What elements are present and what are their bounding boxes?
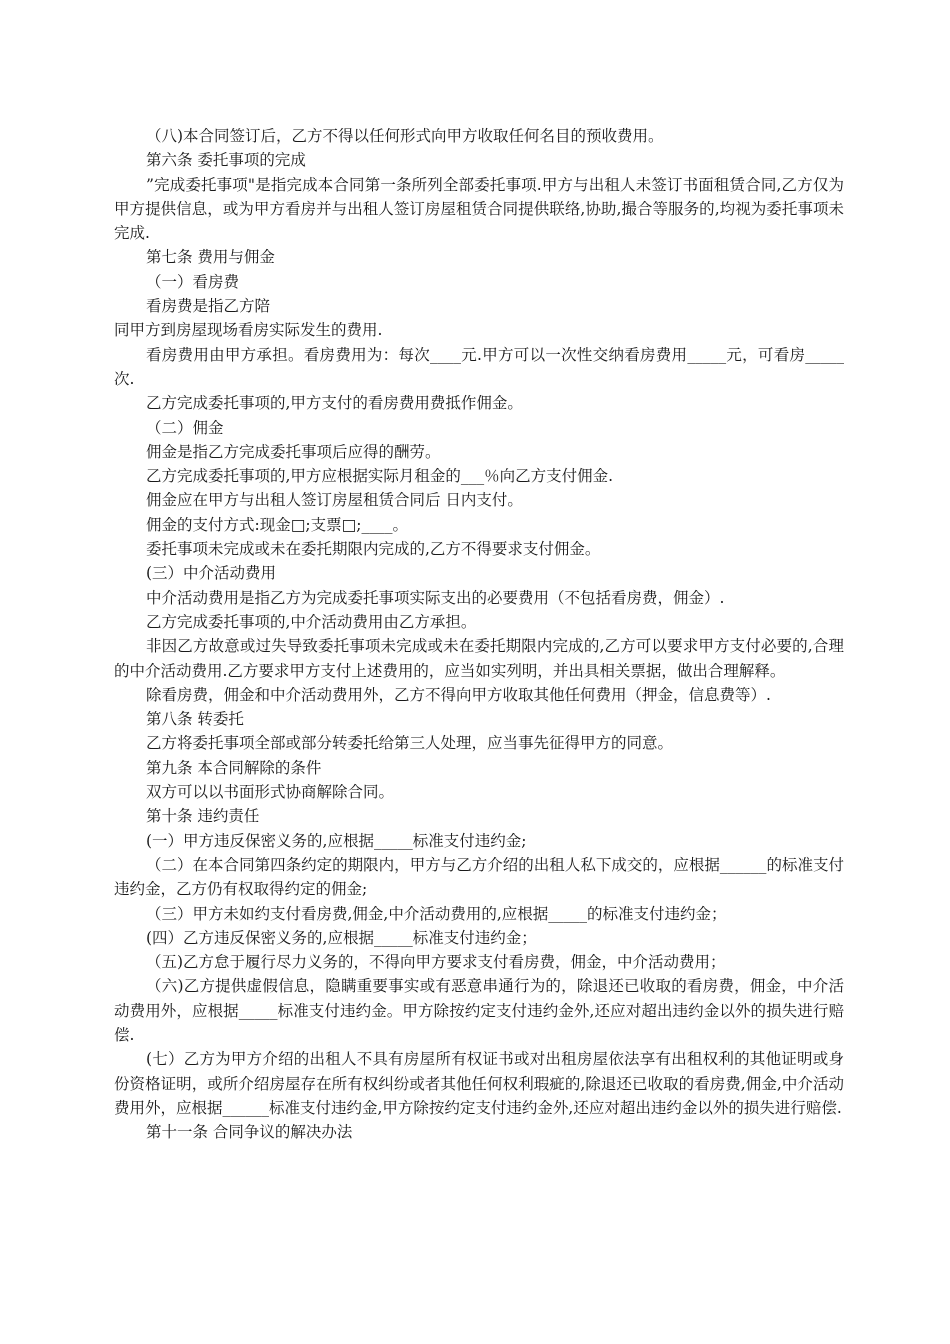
article-10-heading: 第十条 违约责任 [146,807,260,826]
viewing-fee-offset: 乙方完成委托事项的,甲方支付的看房费用费抵作佣金。 [146,394,523,413]
no-other-fees: 除看房费，佣金和中介活动费用外，乙方不得向甲方收取其他任何费用（押金，信息费等）. [146,685,771,704]
article-7-1-heading: （一）看房费 [146,272,240,291]
commission-payment-method: 佣金的支付方式:现金□;支票□;____。 [146,515,408,534]
article-6-text: ”完成委托事项"是指完成本合同第一条所列全部委托事项.甲方与出租人未签订书面租赁合同,乙方仅为甲方提供信息，或为甲方看房并与出租人签订房屋租赁合同提供联络,协助,撮合等服务的,均视为委托事项未完成. [114,175,844,243]
document-body [114,124,844,1144]
viewing-fee-amount: 看房费用由甲方承担。看房费用为：每次____元.甲方可以一次性交纳看房费用_____元，可看房_____次. [114,345,844,388]
article-9-text: 双方可以以书面形式协商解除合同。 [146,783,395,802]
agency-fee-reimbursement: 非因乙方故意或过失导致委托事项未完成或未在委托期限内完成的,乙方可以要求甲方支付必要的,合理的中介活动费用.乙方要求甲方支付上述费用的，应当如实列明，并出具相关票据，做出合理解释。 [114,637,844,680]
commission-definition: 佣金是指乙方完成委托事项后应得的酬劳。 [146,442,441,461]
commission-deadline: 佣金应在甲方与出租人签订房屋租赁合同后 日内支付。 [146,491,523,510]
commission-rate: 乙方完成委托事项的,甲方应根据实际月租金的___％向乙方支付佣金. [146,467,614,486]
agency-fee-borne: 乙方完成委托事项的,中介活动费用由乙方承担。 [146,612,477,631]
liability-1: (一）甲方违反保密义务的,应根据_____标准支付违约金; [146,831,527,850]
article-8-text: 乙方将委托事项全部或部分转委托给第三人处理，应当事先征得甲方的同意。 [146,734,674,753]
liability-2: （二）在本合同第四条约定的期限内，甲方与乙方介绍的出租人私下成交的，应根据______的标准支付违约金，乙方仍有权取得约定的佣金; [114,855,844,899]
article-6-heading: 第六条 委托事项的完成 [146,151,306,170]
liability-5: （五)乙方怠于履行尽力义务的，不得向甲方要求支付看房费，佣金，中介活动费用； [146,953,726,972]
article-8-heading: 第八条 转委托 [146,710,244,729]
viewing-fee-definition-cont: 同甲方到房屋现场看房实际发生的费用. [114,321,383,340]
article-9-heading: 第九条 本合同解除的条件 [146,758,322,777]
agency-fee-definition: 中介活动费用是指乙方为完成委托事项实际支出的必要费用（不包括看房费，佣金）. [146,588,725,607]
article-7-2-heading: （二）佣金 [146,418,224,437]
liability-3: （三）甲方未如约支付看房费,佣金,中介活动费用的,应根据_____的标准支付违约金； [146,904,727,923]
article-7-heading: 第七条 费用与佣金 [146,248,275,267]
viewing-fee-definition: 看房费是指乙方陪 [146,297,271,316]
clause-8-8: （八)本合同签订后，乙方不得以任何形式向甲方收取任何名目的预收费用。 [146,127,664,145]
article-11-heading: 第十一条 合同争议的解决办法 [146,1123,353,1142]
liability-6: （六)乙方提供虚假信息，隐瞒重要事实或有恶意串通行为的，除退还已收取的看房费，佣金，中介活动费用外，应根据_____标准支付违约金。甲方除按约定支付违约金外,还应对超出违约金以外的损失进行赔偿. [114,977,844,1044]
commission-not-payable: 委托事项未完成或未在委托期限内完成的,乙方不得要求支付佣金。 [146,540,601,559]
liability-7: (七）乙方为甲方介绍的出租人不具有房屋所有权证书或对出租房屋依法享有出租权利的其他证明或身份资格证明，或所介绍房屋存在所有权纠纷或者其他任何权利瑕疵的,除退还已收取的看房费,佣金,中介活动费用外，应根据______标准支付违约金,甲方除按约定支付违约金外,还应对超出违约金以外的损失进行赔偿. [114,1050,844,1117]
article-7-3-heading: (三）中介活动费用 [146,564,277,583]
liability-4: (四）乙方违反保密义务的,应根据_____标准支付违约金； [146,928,537,947]
